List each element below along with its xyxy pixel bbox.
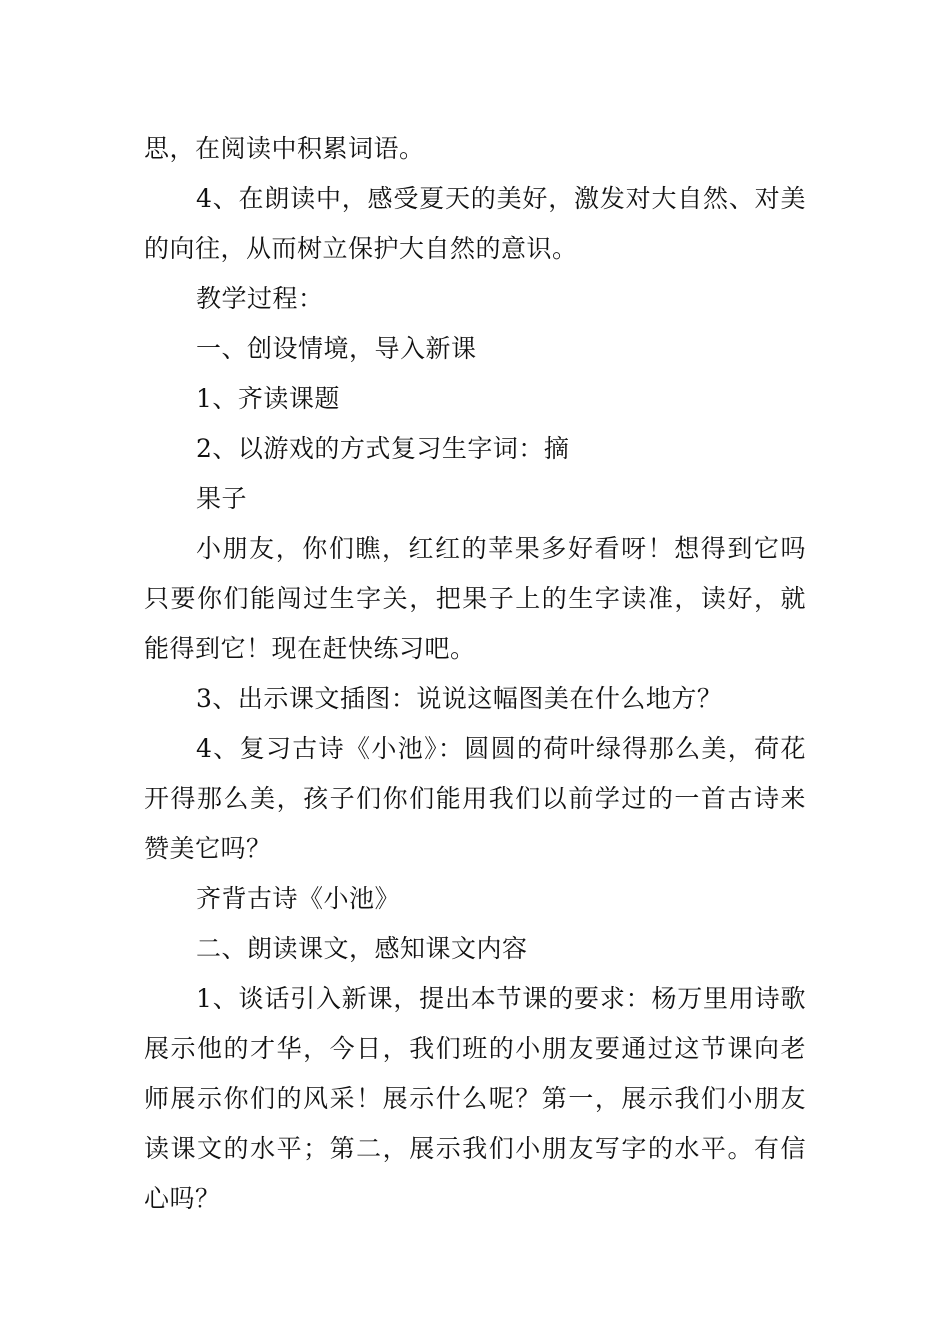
paragraph: 3、出示课文插图：说说这幅图美在什么地方？ [196, 684, 723, 713]
paragraph: 思，在阅读中积累词语。 [144, 134, 425, 163]
section-heading: 二、朗读课文，感知课文内容 [196, 934, 528, 963]
paragraph: 2、以游戏的方式复习生字词：摘 [196, 434, 570, 463]
paragraph: 小朋友，你们瞧，红红的苹果多好看呀！想得到它吗只要你们能闯过生字关，把果子上的生字读准，读好，就能得到它！现在赶快练习吧。 [144, 534, 806, 663]
paragraph: 4、复习古诗《小池》：圆圆的荷叶绿得那么美，荷花开得那么美，孩子们你们能用我们以前学过的一首古诗来赞美它吗？ [144, 734, 806, 863]
paragraph: 1、谈话引入新课，提出本节课的要求：杨万里用诗歌展示他的才华，今日，我们班的小朋友要通过这节课向老师展示你们的风采！展示什么呢？第一，展示我们小朋友读课文的水平；第二，展示我们小朋友写字的水平。有信心吗？ [144, 984, 806, 1213]
paragraph: 齐背古诗《小池》 [196, 884, 401, 913]
paragraph: 1、齐读课题 [196, 384, 340, 413]
section-heading: 一、创设情境，导入新课 [196, 334, 477, 363]
paragraph: 果子 [196, 484, 248, 513]
document-body [144, 124, 806, 1224]
paragraph: 4、在朗读中，感受夏天的美好，激发对大自然、对美的向往，从而树立保护大自然的意识。 [144, 184, 806, 263]
section-heading: 教学过程： [196, 284, 324, 313]
